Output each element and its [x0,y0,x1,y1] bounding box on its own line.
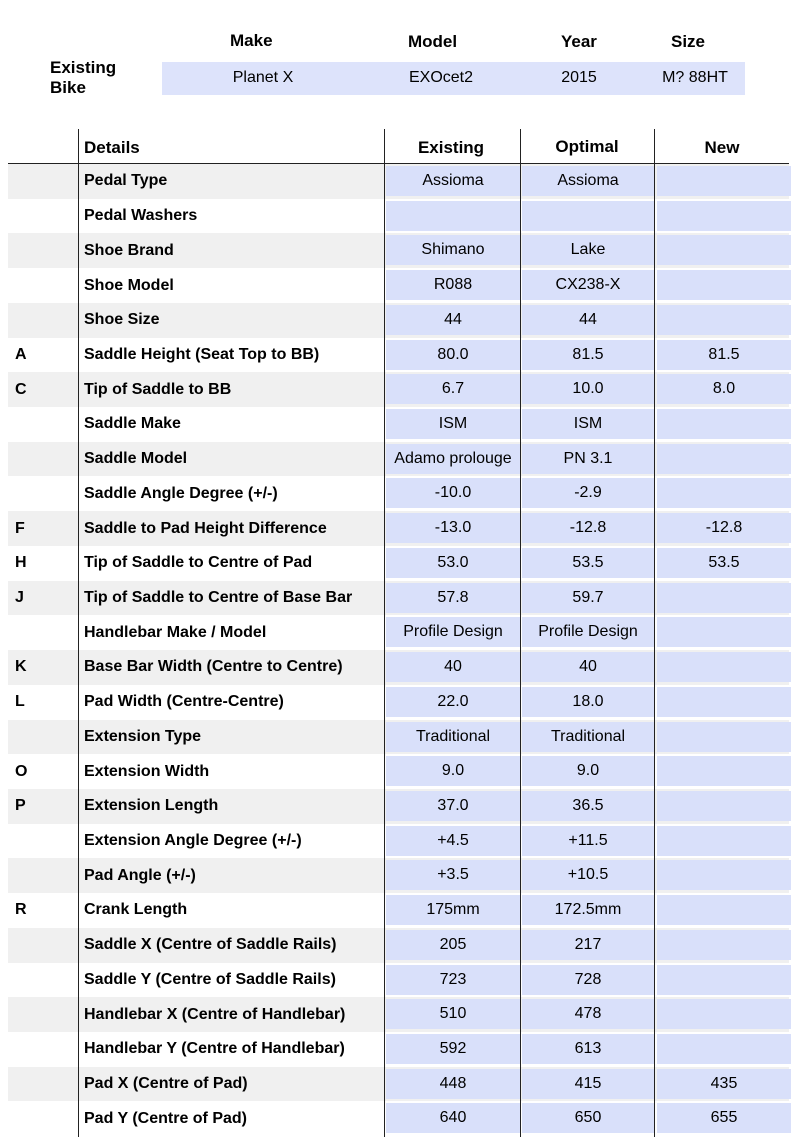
optimal-value: +10.5 [522,860,654,890]
optimal-value: 36.5 [522,791,654,821]
row-label: Tip of Saddle to BB [84,380,232,398]
new-value [657,965,791,995]
table-row [8,303,789,338]
row-label: Extension Angle Degree (+/-) [84,832,302,850]
row-label: Extension Width [84,762,210,780]
existing-value: 723 [386,965,520,995]
optimal-header: Optimal [555,137,619,156]
optimal-value: 613 [522,1034,654,1064]
new-value: 8.0 [657,374,791,404]
bike-size-header: Size [671,32,706,51]
existing-value: 22.0 [386,687,520,717]
bike-size-value: M? 88HT [662,69,728,86]
table-row [8,963,789,998]
new-value [657,444,791,474]
optimal-value: Traditional [522,722,654,752]
existing-value: 53.0 [386,548,520,578]
optimal-value: 415 [522,1069,654,1099]
row-letter: P [15,797,26,815]
row-label: Saddle Y (Centre of Saddle Rails) [84,970,336,988]
table-row [8,824,789,859]
new-value [657,617,791,647]
new-value [657,687,791,717]
new-value [657,235,791,265]
new-value: 435 [657,1069,791,1099]
table-row [8,199,789,234]
new-value: 655 [657,1103,791,1133]
existing-value: Adamo prolouge [386,444,520,474]
row-label: Saddle Angle Degree (+/-) [84,484,278,502]
row-letter: L [15,693,25,711]
row-letter: H [15,554,27,572]
existing-value: 510 [386,999,520,1029]
new-value [657,791,791,821]
optimal-value: +11.5 [522,826,654,856]
new-value [657,409,791,439]
existing-value: -10.0 [386,478,520,508]
new-value [657,478,791,508]
new-value [657,1034,791,1064]
row-letter: R [15,901,27,919]
existing-value: +3.5 [386,860,520,890]
existing-value: Shimano [386,235,520,265]
existing-value: 592 [386,1034,520,1064]
row-label: Shoe Brand [84,241,174,259]
row-label: Tip of Saddle to Centre of Base Bar [84,588,353,606]
row-label: Crank Length [84,901,188,919]
column-divider-new [654,129,655,1137]
bike-make-header: Make [230,31,273,50]
new-value [657,756,791,786]
table-row [8,858,789,893]
optimal-value: 53.5 [522,548,654,578]
new-value [657,895,791,925]
header-divider [8,163,789,164]
table-row [8,720,789,755]
row-letter: F [15,519,25,537]
row-label: Handlebar X (Centre of Handlebar) [84,1005,346,1023]
table-row [8,511,789,546]
row-label: Saddle Height (Seat Top to BB) [84,345,320,363]
bike-model-header: Model [408,32,458,51]
bike-year-value: 2015 [561,69,597,86]
table-row [8,928,789,963]
table-row [8,164,789,199]
optimal-value: 59.7 [522,583,654,613]
row-letter: O [15,762,28,780]
existing-value: Traditional [386,722,520,752]
row-label: Handlebar Make / Model [84,623,267,641]
row-label: Base Bar Width (Centre to Centre) [84,658,343,676]
new-value [657,999,791,1029]
existing-value: ISM [386,409,520,439]
new-value [657,270,791,300]
row-label: Pedal Washers [84,207,198,225]
bike-model-value: EXOcet2 [408,69,474,86]
optimal-value: 40 [522,652,654,682]
new-value: 81.5 [657,340,791,370]
existing-value: 9.0 [386,756,520,786]
table-row [8,997,789,1032]
optimal-value: 10.0 [522,374,654,404]
new-value [657,826,791,856]
row-label: Pedal Type [84,172,168,190]
table-row [8,268,789,303]
existing-value: 448 [386,1069,520,1099]
optimal-value: 478 [522,999,654,1029]
row-label: Saddle X (Centre of Saddle Rails) [84,936,337,954]
row-label: Saddle to Pad Height Difference [84,519,327,537]
optimal-value: 9.0 [522,756,654,786]
new-header: New [704,138,740,157]
new-value: -12.8 [657,513,791,543]
optimal-value [522,201,654,231]
existing-value: Assioma [386,166,520,196]
existing-value: 40 [386,652,520,682]
table-row [8,1101,789,1136]
row-label: Pad X (Centre of Pad) [84,1075,248,1093]
optimal-value: CX238-X [522,270,654,300]
existing-value: Profile Design [386,617,520,647]
row-label: Saddle Make [84,415,181,433]
existing-value: R088 [386,270,520,300]
optimal-value: 728 [522,965,654,995]
row-letter: C [15,380,27,398]
new-value [657,166,791,196]
table-row [8,615,789,650]
optimal-value: 18.0 [522,687,654,717]
table-row [8,1032,789,1067]
table-row [8,650,789,685]
existing-value: 80.0 [386,340,520,370]
row-letter: A [15,345,27,363]
column-divider-optimal [520,129,521,1137]
new-value [657,201,791,231]
optimal-value: 44 [522,305,654,335]
optimal-value: -12.8 [522,513,654,543]
row-label: Pad Angle (+/-) [84,866,196,884]
table-row [8,754,789,789]
optimal-value: Assioma [522,166,654,196]
row-letter: K [15,658,27,676]
table-row [8,338,789,373]
optimal-value: 217 [522,930,654,960]
table-row [8,893,789,928]
existing-bike-label-text: Existing Bike [50,58,117,97]
optimal-value: Profile Design [522,617,654,647]
row-label: Shoe Model [84,276,174,294]
optimal-value: 650 [522,1103,654,1133]
table-row [8,476,789,511]
table-row [8,581,789,616]
existing-value: 6.7 [386,374,520,404]
column-divider-details [78,129,79,1137]
existing-value [386,201,520,231]
new-value [657,722,791,752]
new-value: 53.5 [657,548,791,578]
table-row [8,789,789,824]
optimal-value: 81.5 [522,340,654,370]
row-label: Pad Y (Centre of Pad) [84,1109,247,1127]
bike-make-value: Planet X [232,69,294,86]
optimal-value: 172.5mm [522,895,654,925]
table-row [8,546,789,581]
new-value [657,860,791,890]
existing-bike-label [50,58,130,98]
new-value [657,583,791,613]
bike-year-header: Year [561,32,597,51]
table-row [8,442,789,477]
optimal-value: PN 3.1 [522,444,654,474]
table-row [8,372,789,407]
row-label: Tip of Saddle to Centre of Pad [84,554,313,572]
existing-value: 640 [386,1103,520,1133]
existing-value: 175mm [386,895,520,925]
existing-value: -13.0 [386,513,520,543]
row-label: Saddle Model [84,450,188,468]
column-divider-existing [384,129,385,1137]
row-label: Shoe Size [84,311,160,329]
row-label: Pad Width (Centre-Centre) [84,693,284,711]
optimal-value: ISM [522,409,654,439]
row-label: Extension Type [84,727,202,745]
row-letter: J [15,588,24,606]
new-value [657,652,791,682]
details-header: Details [84,138,140,157]
existing-value: 37.0 [386,791,520,821]
existing-value: 57.8 [386,583,520,613]
new-value [657,305,791,335]
table-row [8,685,789,720]
existing-value: +4.5 [386,826,520,856]
row-label: Handlebar Y (Centre of Handlebar) [84,1040,345,1058]
new-value [657,930,791,960]
table-row [8,233,789,268]
table-row [8,1067,789,1102]
row-label: Extension Length [84,797,219,815]
optimal-value: Lake [522,235,654,265]
existing-header: Existing [417,138,485,157]
optimal-value: -2.9 [522,478,654,508]
table-row [8,407,789,442]
existing-value: 44 [386,305,520,335]
existing-value: 205 [386,930,520,960]
